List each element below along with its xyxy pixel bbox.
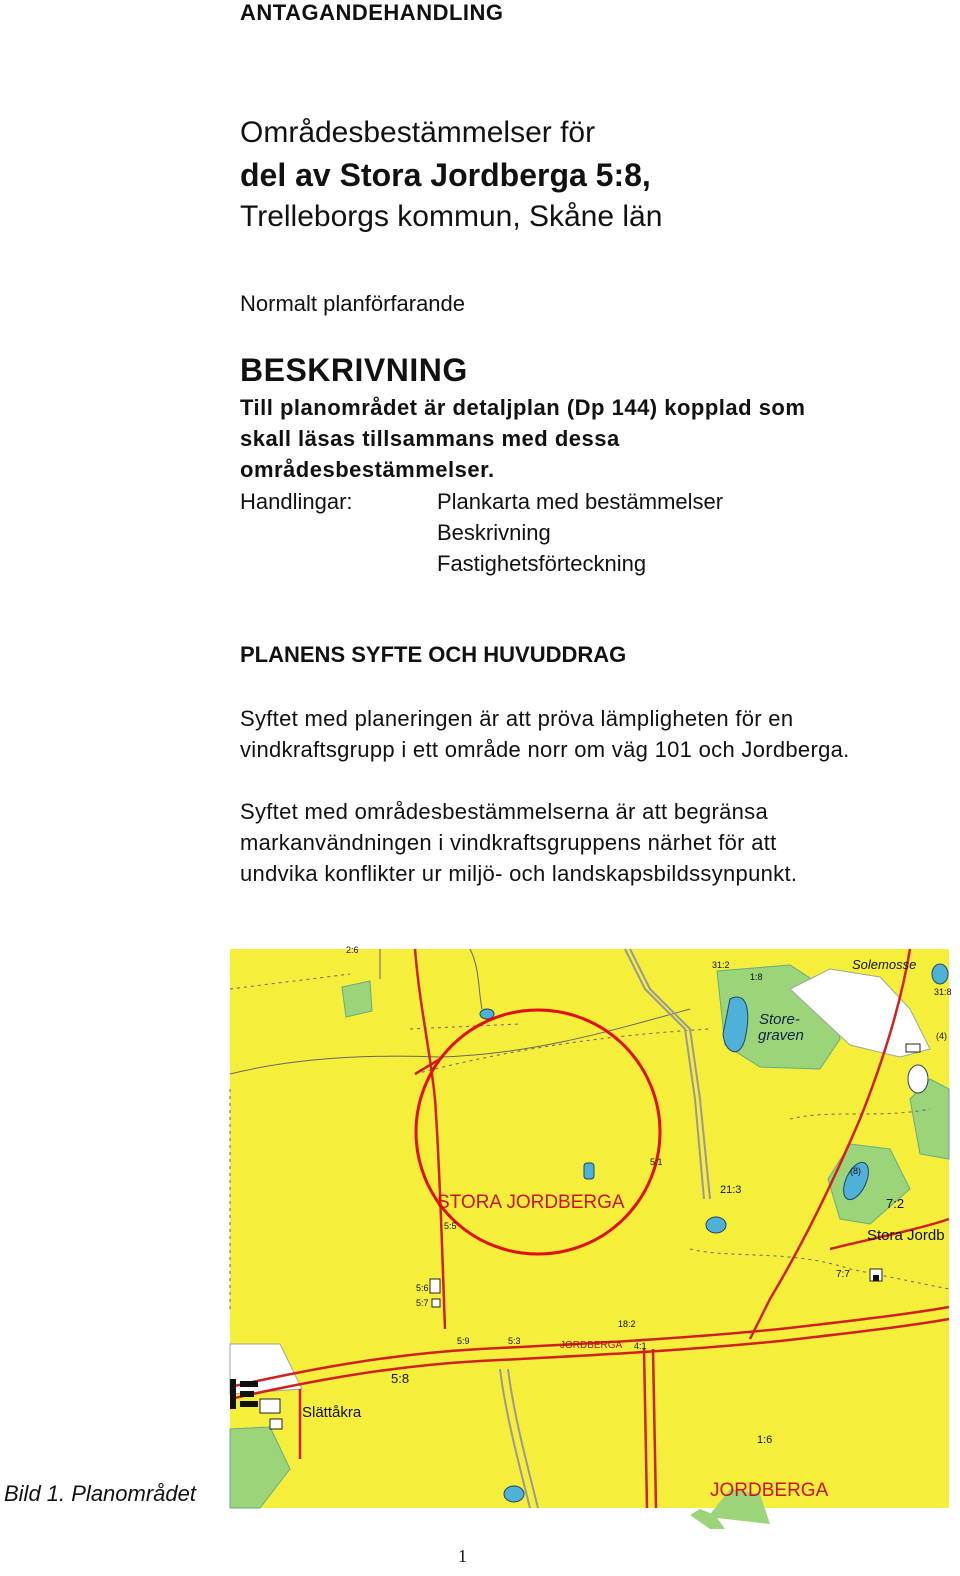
document-status-header: ANTAGANDEHANDLING [240, 0, 504, 25]
beskrivning-heading: BESKRIVNING [240, 352, 468, 388]
map-label-jordberga-small: JORDBERGA [560, 1340, 623, 1351]
handlingar-item-2: Beskrivning [437, 520, 551, 545]
map-building [430, 1279, 440, 1293]
syfte-p2-line-1: Syftet med områdesbestämmelserna är att begränsa [240, 799, 768, 824]
map-number: 31:8 [934, 987, 952, 997]
map-building [270, 1419, 282, 1429]
map-number: 21:3 [720, 1184, 742, 1196]
map-building-dark [240, 1381, 258, 1387]
title-line-1: Områdesbestämmelser för [240, 116, 596, 149]
map-number: (4) [936, 1031, 947, 1041]
map-building-dark [230, 1379, 236, 1409]
syfte-p2-line-2: markanvändningen i vindkraftsgruppens närhet för att [240, 830, 777, 855]
map-label-slattakra: Slättåkra [302, 1404, 362, 1421]
map-building [906, 1044, 920, 1052]
map-number: 7:7 [836, 1269, 850, 1280]
beskrivning-line-3: områdesbestämmelser. [240, 457, 495, 482]
map-number: 5:9 [457, 1336, 470, 1346]
page-number: 1 [458, 1546, 467, 1566]
map-label-graven: graven [758, 1027, 804, 1044]
map-building [432, 1299, 440, 1307]
map-building-dark [240, 1401, 258, 1407]
syfte-p1-line-2: vindkraftsgrupp i ett område norr om väg 101 och Jordberga. [240, 737, 850, 762]
map-building-dark [240, 1391, 254, 1397]
map-number: 5:1 [650, 1157, 663, 1167]
beskrivning-line-2: skall läsas tillsammans med dessa [240, 426, 620, 451]
handlingar-label: Handlingar: [240, 489, 353, 514]
title-line-2: del av Stora Jordberga 5:8, [240, 157, 651, 193]
beskrivning-line-1: Till planområdet är detaljplan (Dp 144) kopplad som [240, 395, 806, 420]
syfte-p1-line-1: Syftet med planeringen är att pröva lämpligheten för en [240, 706, 794, 731]
map-number: 5:8 [391, 1371, 410, 1386]
title-line-3: Trelleborgs kommun, Skåne län [240, 200, 663, 233]
procedure-text: Normalt planförfarande [240, 291, 466, 316]
handlingar-item-1: Plankarta med bestämmelser [437, 489, 724, 514]
map-number: (8) [850, 1166, 861, 1176]
map-number: 18:2 [618, 1319, 636, 1329]
map-pond [932, 964, 948, 984]
map-building-dark [873, 1275, 879, 1281]
map-label-jordberga: JORDBERGA [710, 1480, 829, 1501]
handlingar-item-3: Fastighetsförteckning [437, 551, 647, 576]
map-number: 1:8 [750, 972, 763, 982]
plan-area-map [230, 945, 952, 1508]
map-pond [584, 1163, 594, 1179]
map-pond [908, 1065, 928, 1093]
map-label-solemosse: Solemosse [852, 957, 917, 972]
map-number: 5:6 [416, 1283, 429, 1293]
section-heading: PLANENS SYFTE OCH HUVUDDRAG [240, 642, 627, 667]
syfte-p2-line-3: undvika konflikter ur miljö- och landskapsbildssynpunkt. [240, 861, 798, 886]
map-label-store: Store- [759, 1011, 800, 1028]
map-number: 4:1 [634, 1341, 647, 1351]
map-number: 5:7 [416, 1298, 429, 1308]
figure-caption: Bild 1. Planområdet [4, 1481, 196, 1506]
map-number: 1:6 [757, 1434, 773, 1446]
map-building [260, 1399, 280, 1413]
map-label-stora-jordberga: STORA JORDBERGA [437, 1192, 625, 1213]
map-number: 31:2 [712, 960, 730, 970]
map-forest-patch [342, 981, 372, 1017]
map-number: 5:3 [508, 1336, 521, 1346]
map-number: 7:2 [886, 1196, 905, 1211]
map-pond [504, 1486, 524, 1502]
map-number: 5:5 [444, 1221, 457, 1231]
map-pond [706, 1217, 726, 1233]
map-label-stora-jordb: Stora Jordb [867, 1227, 945, 1244]
map-number: 2:6 [346, 945, 359, 955]
